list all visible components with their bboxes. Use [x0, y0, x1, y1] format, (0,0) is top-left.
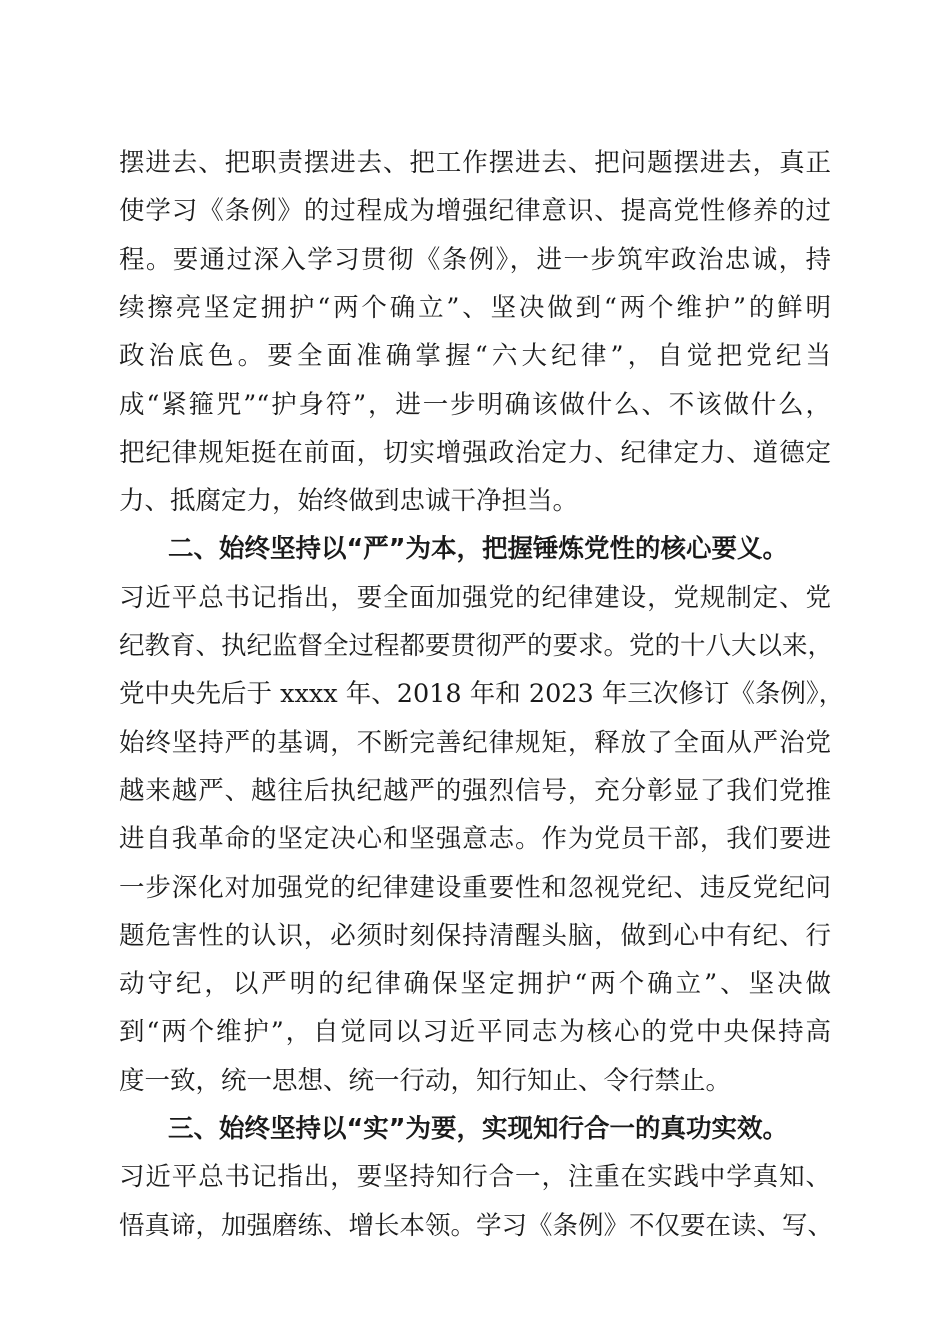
paragraph-line: 习近平总书记指出，要全面加强党的纪律建设，党规制定、党 [119, 583, 831, 613]
section-heading: 二、始终坚持以“严”为本，把握锤炼党性的核心要义。 [168, 534, 789, 564]
section-heading: 三、始终坚持以“实”为要，实现知行合一的真功实效。 [168, 1114, 789, 1144]
paragraph-line: 进自我革命的坚定决心和坚强意志。作为党员干部，我们要进 [119, 824, 831, 854]
paragraph-line: 党中央先后于 xxxx 年、2018 年和 2023 年三次修订《条例》， [119, 679, 845, 709]
paragraph-line: 续擦亮坚定拥护“两个确立”、坚决做到“两个维护”的鲜明 [119, 293, 831, 323]
paragraph-line: 题危害性的认识，必须时刻保持清醒头脑，做到心中有纪、行 [119, 921, 831, 951]
paragraph-line: 政治底色。要全面准确掌握“六大纪律”，自觉把党纪当 [119, 341, 831, 371]
paragraph-line: 越来越严、越往后执纪越严的强烈信号，充分彰显了我们党推 [119, 776, 831, 806]
paragraph-line: 度一致，统一思想、统一行动，知行知止、令行禁止。 [119, 1066, 732, 1096]
paragraph-line: 成“紧箍咒”“护身符”，进一步明确该做什么、不该做什么， [119, 390, 831, 420]
paragraph-line: 使学习《条例》的过程成为增强纪律意识、提高党性修养的过 [119, 196, 831, 226]
paragraph-line: 纪教育、执纪监督全过程都要贯彻严的要求。党的十八大以来， [119, 631, 834, 661]
paragraph-line: 程。要通过深入学习贯彻《条例》，进一步筑牢政治忠诚，持 [119, 245, 831, 275]
paragraph-line: 悟真谛，加强磨练、增长本领。学习《条例》不仅要在读、写、 [119, 1211, 834, 1241]
paragraph-line: 习近平总书记指出，要坚持知行合一，注重在实践中学真知、 [119, 1162, 831, 1192]
paragraph-line: 把纪律规矩挺在前面，切实增强政治定力、纪律定力、道德定 [119, 438, 831, 468]
paragraph-line: 动守纪，以严明的纪律确保坚定拥护“两个确立”、坚决做 [119, 969, 831, 999]
paragraph-line: 力、抵腐定力，始终做到忠诚干净担当。 [119, 486, 579, 516]
paragraph-line: 到“两个维护”，自觉同以习近平同志为核心的党中央保持高 [119, 1017, 831, 1047]
paragraph-line: 一步深化对加强党的纪律建设重要性和忽视党纪、违反党纪问 [119, 873, 831, 903]
paragraph-line: 摆进去、把职责摆进去、把工作摆进去、把问题摆进去，真正 [119, 148, 831, 178]
paragraph-line: 始终坚持严的基调，不断完善纪律规矩，释放了全面从严治党 [119, 728, 831, 758]
